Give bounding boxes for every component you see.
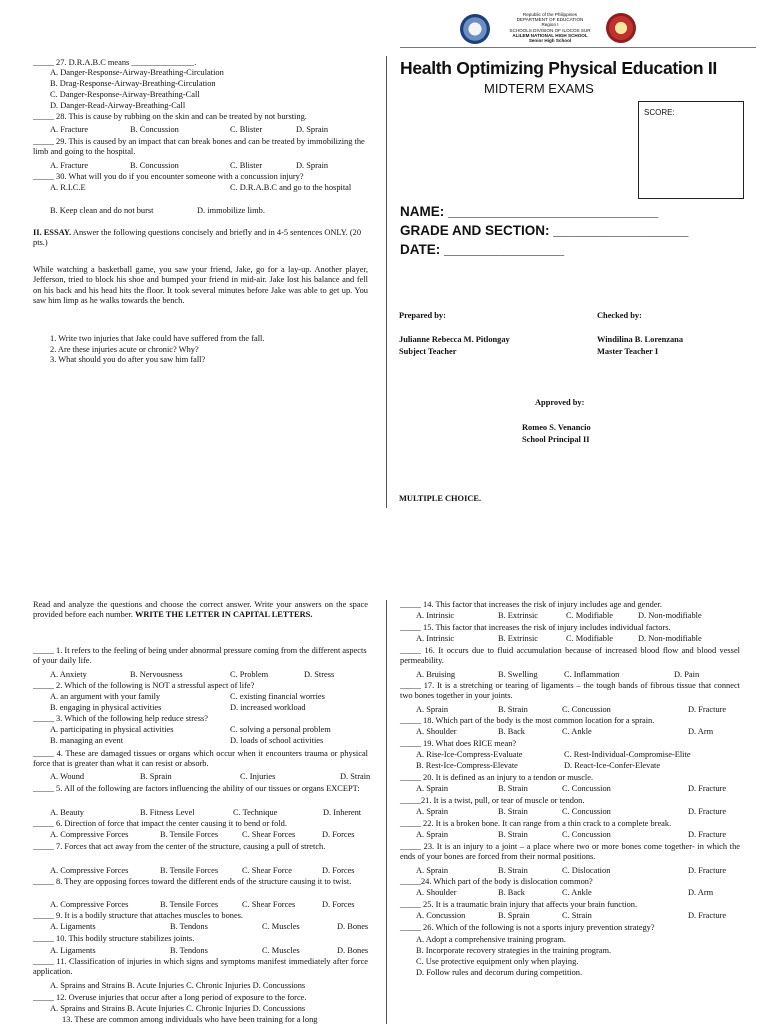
q19-option-a: A. Rise-Ice-Compress-Evaluate <box>416 750 523 759</box>
q10-option-c: C. Muscles <box>262 946 300 955</box>
q27-option-d: D. Danger-Read-Airway-Breathing-Call <box>50 101 186 110</box>
q25-option-b: B. Sprain <box>498 911 530 920</box>
q20-option-d: D. Fracture <box>688 784 727 793</box>
q9-option-c: C. Muscles <box>262 922 300 931</box>
q6-options <box>50 830 355 840</box>
q5-option-b: B. Fitness Level <box>140 808 195 817</box>
q28-option-a: A. Fracture <box>50 125 89 134</box>
q27-option-b: B. Drag-Response-Airway-Breathing-Circulation <box>50 79 216 88</box>
q18-option-b: B. Back <box>498 727 525 736</box>
q3-option-c: C. solving a personal problem <box>230 725 331 734</box>
q11-options: A. Sprains and Strains B. Acute Injuries C. Chronic Injuries D. Concussions <box>50 981 306 990</box>
q29-option-c: C. Blister <box>230 161 263 170</box>
date-field-label: DATE: ________________ <box>400 242 565 257</box>
q10-option-d: D. Bones <box>337 946 369 955</box>
question-6: _____ 6. Direction of force that impact the center causing it to bend or fold. <box>33 819 287 828</box>
q4-option-d: D. Strain <box>340 772 371 781</box>
mc-instructions <box>33 600 368 621</box>
top-column-divider <box>386 56 387 508</box>
q26-option-a: A. Adopt a comprehensive training program. <box>416 935 567 944</box>
q27-option-a: A. Danger-Response-Airway-Breathing-Circulation <box>50 68 224 77</box>
header-division: SCHOOLS DIVISION OF ILOCOS SUR <box>509 27 591 33</box>
question-23: _____ 23. It is an injury to a joint – a place where two or more bones come together- in which the ends of your bones are forced from their normal positions. <box>400 842 740 862</box>
question-21: _____21. It is a twist, pull, or tear of muscle or tendon. <box>400 796 585 805</box>
essay-question-1: 1. Write two injuries that Jake could have suffered from the fall. <box>50 334 265 343</box>
q17-option-b: B. Strain <box>498 705 528 714</box>
q4-option-c: C. Injuries <box>240 772 276 781</box>
essay-instruction <box>33 228 368 249</box>
q24-option-b: B. Back <box>498 888 525 897</box>
q14-option-c: C. Modifiable <box>566 611 613 620</box>
q28-option-d: D. Sprain <box>296 125 329 134</box>
q8-option-b: B. Tensile Forces <box>160 900 219 909</box>
question-24: _____24. Which part of the body is dislocation common? <box>400 877 593 886</box>
checker-name: Windilina B. Lorenzana <box>597 335 684 344</box>
q24-option-a: A. Shoulder <box>416 888 457 897</box>
q6-option-d: D. Forces <box>322 830 355 839</box>
q1-options <box>50 670 334 680</box>
q23-option-d: D. Fracture <box>688 866 727 875</box>
q8-option-c: C. Shear Forces <box>242 900 296 909</box>
q16-option-d: D. Pain <box>674 670 700 679</box>
q9-option-a: A. Ligaments <box>50 922 96 931</box>
q21-options <box>416 807 726 817</box>
question-17: _____ 17. It is a stretching or tearing of ligaments – the tough bands of fibrous tissue that connect two bones together in your joints. <box>400 681 740 701</box>
question-29: _____ 29. This is caused by an impact that can break bones and can be treated by immobilizing the limb and going to the hospital. <box>33 137 365 157</box>
checker-role: Master Teacher I <box>597 347 659 356</box>
q30-option-a: A. R.I.C.E <box>50 183 86 192</box>
q6-option-a: A. Compressive Forces <box>50 830 129 839</box>
q8-options <box>50 900 355 910</box>
q24-options <box>416 888 713 898</box>
q29-option-b: B. Concussion <box>130 161 179 170</box>
school-seal-logo <box>606 13 636 43</box>
q25-option-c: C. Strain <box>562 911 592 920</box>
q26-option-c: C. Use protective equipment only when playing. <box>416 957 579 966</box>
q21-option-a: A. Sprain <box>416 807 449 816</box>
checked-by-label: Checked by: <box>597 311 642 320</box>
question-27: _____ 27. D.R.A.B.C means _______________. <box>33 58 197 67</box>
prepared-by-label: Prepared by: <box>399 311 446 320</box>
q20-option-a: A. Sprain <box>416 784 449 793</box>
q16-option-b: B. Swelling <box>498 670 538 679</box>
school-header <box>498 12 602 43</box>
q20-options <box>416 784 726 794</box>
q17-option-a: A. Sprain <box>416 705 449 714</box>
q7-options <box>50 866 355 876</box>
question-25: _____ 25. It is a traumatic brain injury that affects your brain function. <box>400 900 638 909</box>
q26-option-d: D. Follow rules and decorum during competition. <box>416 968 583 977</box>
q4-option-a: A. Wound <box>50 772 85 781</box>
question-11: _____ 11. Classification of injuries in which signs and symptoms manifest immediately after force application. <box>33 957 368 977</box>
question-22: _____ 22. It is a broken bone. It can range from a thin crack to a complete break. <box>400 819 672 828</box>
q15-option-b: B. Extrinsic <box>498 634 539 643</box>
q25-option-d: D. Fracture <box>688 911 727 920</box>
q1-option-b: B. Nervousness <box>130 670 183 679</box>
q25-option-a: A. Concussion <box>416 911 466 920</box>
essay-question-3: 3. What should you do after you saw him fall? <box>50 355 206 365</box>
grade-section-field-label: GRADE AND SECTION: __________________ <box>400 223 689 238</box>
q29-options <box>50 161 328 171</box>
q22-option-b: B. Strain <box>498 830 528 839</box>
q24-option-c: C. Ankle <box>562 888 592 897</box>
q14-option-b: B. Extrinsic <box>498 611 539 620</box>
bottom-column-divider <box>386 600 387 1024</box>
header-region: Region I <box>541 22 559 28</box>
q3-option-a: A. participating in physical activities <box>50 725 174 734</box>
multiple-choice-heading: MULTIPLE CHOICE. <box>399 494 482 503</box>
question-20: _____ 20. It is defined as an injury to a tendon or muscle. <box>400 773 594 782</box>
q19-option-b: B. Rest-Ice-Compress-Elevate <box>416 761 518 770</box>
question-16: _____ 16. It occurs due to fluid accumulation because of increased blood flow and blood vessel permeability. <box>400 646 740 666</box>
q18-option-c: C. Ankle <box>562 727 592 736</box>
q17-option-d: D. Fracture <box>688 705 727 714</box>
q2-option-a: A. an argument with your family <box>50 692 161 701</box>
question-26: _____ 26. Which of the following is not a sports injury prevention strategy? <box>400 923 655 932</box>
q21-option-d: D. Fracture <box>688 807 727 816</box>
q8-option-a: A. Compressive Forces <box>50 900 129 909</box>
q10-option-a: A. Ligaments <box>50 946 96 955</box>
q1-option-c: C. Problem <box>230 670 269 679</box>
question-8: _____ 8. They are opposing forces toward the different ends of the structure causing it to twist. <box>33 877 352 886</box>
q28-options <box>50 125 328 135</box>
q29-option-d: D. Sprain <box>296 161 329 170</box>
mc-instructions-text: Read and analyze the questions and choose the correct answer. Write your answers on the space provided before each number. <box>33 600 368 620</box>
essay-story: While watching a basketball game, you saw your friend, Jake, go for a lay-up. Another player, Jefferson, tried to block his shoe and bumped your friend in mid-air. Jake lost his balance and fell on his back and his head hits the floor. It took several minutes before Jake was able to get up. You saw him limp as he walks towards the bench. <box>33 265 368 306</box>
q14-option-d: D. Non-modifiable <box>638 611 702 620</box>
exam-subtitle: MIDTERM EXAMS <box>484 81 594 96</box>
q15-option-a: A. Intrinsic <box>416 634 455 643</box>
q28-option-c: C. Blister <box>230 125 263 134</box>
q1-option-d: D. Stress <box>304 670 335 679</box>
q7-option-a: A. Compressive Forces <box>50 866 129 875</box>
q27-option-c: C. Danger-Response-Airway-Breathing-Call <box>50 90 200 99</box>
q5-option-a: A. Beauty <box>50 808 84 817</box>
q18-option-d: D. Arm <box>688 727 714 736</box>
q20-option-b: B. Strain <box>498 784 528 793</box>
approved-by-label: Approved by: <box>535 398 585 407</box>
q22-option-c: C. Concussion <box>562 830 611 839</box>
q9-options <box>50 922 368 932</box>
header-school: ALILEM NATIONAL HIGH SCHOOL <box>512 32 588 38</box>
question-28: _____ 28. This is cause by rubbing on the skin and can be treated by not bursting. <box>33 112 307 121</box>
score-label: SCORE: <box>644 108 675 117</box>
question-13: 13. These are common among individuals who have been training for a long <box>62 1015 318 1024</box>
question-7: _____ 7. Forces that act away from the center of the structure, causing a pull of stretch. <box>33 842 326 851</box>
q21-option-c: C. Concussion <box>562 807 611 816</box>
q16-option-a: A. Bruising <box>416 670 456 679</box>
q9-option-b: B. Tendons <box>170 922 208 931</box>
header-republic: Republic of the Philippines <box>522 12 578 17</box>
q16-option-c: C. Inflammation <box>564 670 620 679</box>
q25-options <box>416 911 726 921</box>
q5-option-c: C. Technique <box>233 808 278 817</box>
q5-options <box>50 808 361 818</box>
question-2: _____ 2. Which of the following is NOT a stressful aspect of life? <box>33 681 255 690</box>
question-14: _____ 14. This factor that increases the risk of injury includes age and gender. <box>400 600 662 609</box>
essay-instruction-text: Answer the following questions concisely and briefly and in 4-5 sentences ONLY. (20 pts.) <box>33 228 362 248</box>
q22-option-a: A. Sprain <box>416 830 449 839</box>
q10-option-b: B. Tendons <box>170 946 208 955</box>
q28-option-b: B. Concussion <box>130 125 179 134</box>
q24-option-d: D. Arm <box>688 888 714 897</box>
essay-heading: II. ESSAY. <box>33 228 72 237</box>
q15-options <box>416 634 702 644</box>
q16-options <box>416 670 699 680</box>
q23-option-b: B. Strain <box>498 866 528 875</box>
q22-option-d: D. Fracture <box>688 830 727 839</box>
question-12: _____ 12. Overuse injuries that occur after a long period of exposure to the force. <box>33 993 307 1002</box>
question-15: _____ 15. This factor that increases the risk of injury includes individual factors. <box>400 623 671 632</box>
question-3: _____ 3. Which of the following help reduce stress? <box>33 714 208 723</box>
name-field-label: NAME: ____________________________ <box>400 204 659 219</box>
question-30: _____ 30. What will you do if you encounter someone with a concussion injury? <box>33 172 304 181</box>
q6-option-b: B. Tensile Forces <box>160 830 219 839</box>
score-box <box>638 101 744 199</box>
q18-options <box>416 727 713 737</box>
preparer-role: Subject Teacher <box>399 347 457 356</box>
q17-option-c: C. Concussion <box>562 705 611 714</box>
q19-option-d: D. React-Ice-Confer-Elevate <box>564 761 661 770</box>
header-department: DEPARTMENT OF EDUCATION <box>516 17 584 23</box>
q23-option-c: C. Dislocation <box>562 866 611 875</box>
q21-option-b: B. Strain <box>498 807 528 816</box>
question-10: _____ 10. This bodily structure stabilizes joints. <box>33 934 195 943</box>
question-19: _____ 19. What does RICE mean? <box>400 739 517 748</box>
q30-option-d: D. immobilize limb. <box>197 206 265 215</box>
q26-option-b: B. Incorporate recovery strategies in the training program. <box>416 946 612 955</box>
q15-option-c: C. Modifiable <box>566 634 613 643</box>
question-5: _____ 5. All of the following are factors influencing the ability of our tissues or organs EXCEPT: <box>33 784 360 793</box>
essay-questions <box>50 334 264 366</box>
q6-option-c: C. Shear Forces <box>242 830 296 839</box>
deped-seal-logo <box>460 14 490 44</box>
q4-options <box>50 772 370 782</box>
q7-option-c: C. Shear Force <box>242 866 293 875</box>
q3-option-b: B. managing an event <box>50 736 124 745</box>
q12-options: A. Sprains and Strains B. Acute Injuries C. Chronic Injuries D. Concussions <box>50 1004 306 1013</box>
q8-option-d: D. Forces <box>322 900 355 909</box>
q20-option-c: C. Concussion <box>562 784 611 793</box>
q3-option-d: D. loads of school activities <box>230 736 324 745</box>
essay-question-2: 2. Are these injuries acute or chronic? Why? <box>50 344 199 354</box>
q14-option-a: A. Intrinsic <box>416 611 455 620</box>
exam-title: Health Optimizing Physical Education II <box>400 58 717 78</box>
q4-option-b: B. Sprain <box>140 772 172 781</box>
q30-option-b: B. Keep clean and do not burst <box>50 206 154 215</box>
q15-option-d: D. Non-modifiable <box>638 634 702 643</box>
q18-option-a: A. Shoulder <box>416 727 457 736</box>
q29-option-a: A. Fracture <box>50 161 89 170</box>
q22-options <box>416 830 726 840</box>
q9-option-d: D. Bones <box>337 922 369 931</box>
mc-instructions-bold: WRITE THE LETTER IN CAPITAL LETTERS. <box>133 610 313 620</box>
question-4: _____ 4. These are damaged tissues or organs which occur when it encounters trauma or physical force that is greater than what it can resist or absorb. <box>33 749 368 769</box>
approver-name: Romeo S. Venancio <box>522 423 591 432</box>
question-1: _____ 1. It refers to the feeling of being under abnormal pressure coming from the different aspects of your daily life. <box>33 646 367 666</box>
question-18: _____ 18. Which part of the body is the most common location for a sprain. <box>400 716 655 725</box>
q23-options <box>416 866 726 876</box>
q19-option-c: C. Rest-Individual-Compromise-Elite <box>564 750 691 759</box>
q7-option-d: D. Forces <box>322 866 355 875</box>
q30-option-c: C. D.R.A.B.C and go to the hospital <box>230 183 352 192</box>
preparer-name: Julianne Rebecca M. Pitlongay <box>399 335 510 344</box>
header-level: Senior High School <box>528 38 572 44</box>
q7-option-b: B. Tensile Forces <box>160 866 219 875</box>
approver-role: School Principal II <box>522 435 590 444</box>
q1-option-a: A. Anxiety <box>50 670 87 679</box>
header-rule <box>400 47 756 48</box>
q2-option-d: D. increased workload <box>230 703 306 712</box>
q14-options <box>416 611 702 621</box>
q10-options <box>50 946 368 956</box>
q17-options <box>416 705 726 715</box>
q23-option-a: A. Sprain <box>416 866 449 875</box>
q2-option-c: C. existing financial worries <box>230 692 325 701</box>
q5-option-d: D. Inherent <box>323 808 362 817</box>
question-9: _____ 9. It is a bodily structure that attaches muscles to bones. <box>33 911 244 920</box>
q2-option-b: B. engaging in physical activities <box>50 703 162 712</box>
